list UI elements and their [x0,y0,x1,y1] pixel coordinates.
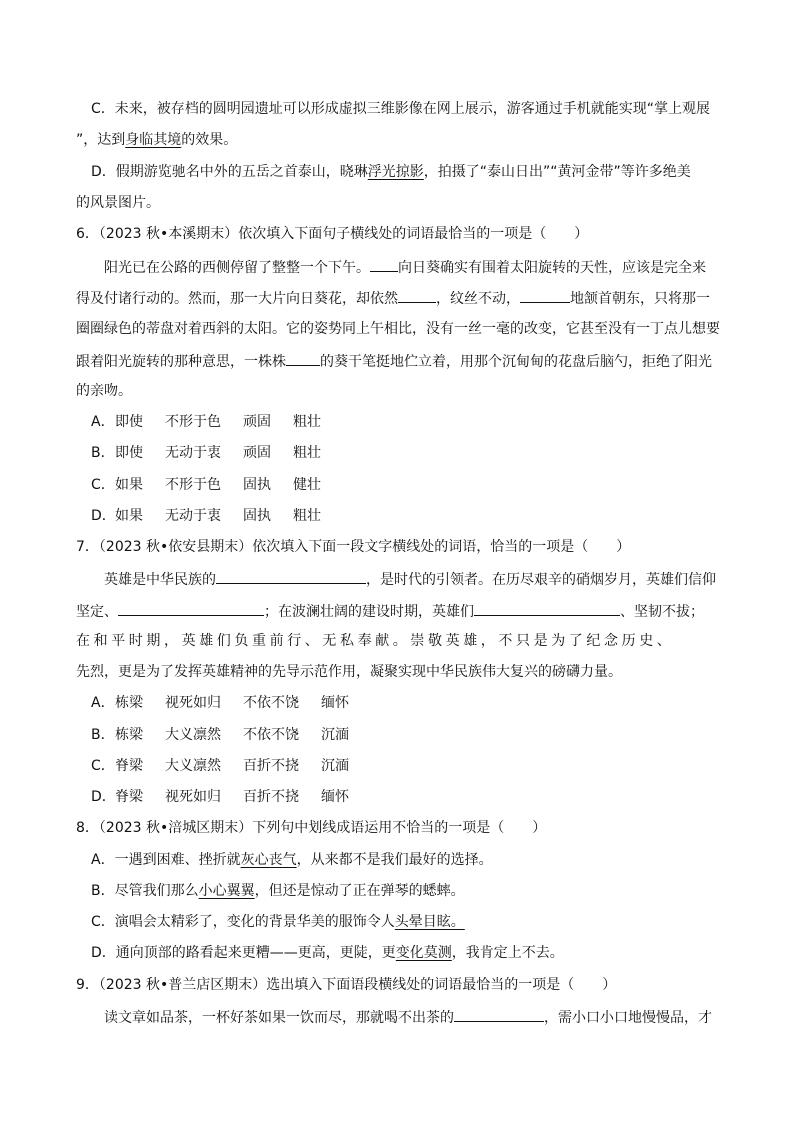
q7-option-b[interactable]: B． 栋梁 大义凛然 不依不饶 沉湎 [91,727,349,743]
q9-para-line1: 读文章如品茶，一杯好茶如果一饮而尽，那就喝不出茶的 ，需小口小口地慢慢品，才 [104,1007,712,1025]
underlined-idiom: 小心翼翼 [198,883,255,899]
q8-option-d[interactable]: D．通向顶部的路看起来更糟——更高，更陡，更变化莫测，我肯定上不去。 [91,945,564,961]
option-d-line1: D．假期游览驰名中外的五岳之首泰山，晓琳浮光掠影，拍摄了“泰山日出”“黄河金带”等许多绝美 [91,164,691,180]
answer-blank [286,351,320,366]
q6-option-a[interactable]: A． 即使 不形于色 顽固 粗壮 [91,414,321,430]
answer-blank [370,257,398,272]
q6-option-d[interactable]: D． 如果 无动于衷 固执 粗壮 [91,508,321,524]
q7-option-c[interactable]: C． 脊梁 大义凛然 百折不挠 沉湎 [91,758,349,774]
q6-para-line4: 跟着阳光旋转的那种意思，一株株 的葵干笔挺地伫立着，用那个沉甸甸的花盘后脑勺，拒绝了阳光 [76,351,712,369]
underlined-idiom: 灰心丧气 [240,852,297,868]
answer-blank [520,288,570,303]
question-7-stem: 7．（2023 秋•依安县期末）依次填入下面一段文字横线处的词语，恰当的一项是（ ） [76,539,631,555]
underlined-idiom: 变化莫测 [395,945,452,961]
underlined-idiom: 身临其境 [125,132,182,148]
q7-para-line3: 在和平时期，英雄们负重前行、无私奉献。崇敬英雄，不只是为了纪念历史、 [76,633,675,649]
q6-para-line1: 阳光已在公路的西侧停留了整整一个下午。 向日葵确实有围着太阳旋转的天性，应该是完全来 [104,257,706,275]
answer-blank [118,601,264,616]
q7-para-line4: 先烈，更是为了发挥英雄精神的先导示范作用，凝聚实现中华民族伟大复兴的磅礴力量。 [76,664,622,680]
underlined-idiom: 头晕目眩。 [394,914,465,930]
answer-blank [216,569,366,584]
q8-option-b[interactable]: B．尽管我们那么小心翼翼，但还是惊动了正在弹琴的蟋蟀。 [91,883,465,899]
answer-blank [454,1007,544,1022]
option-d-line2: 的风景图片。 [76,195,160,211]
q6-para-line5: 的亲吻。 [76,383,132,399]
option-c-line1: C．未来，被存档的圆明园遗址可以形成虚拟三维影像在网上展示，游客通过手机就能实现“掌上观展 [91,101,711,117]
q6-option-c[interactable]: C． 如果 不形于色 固执 健壮 [91,477,321,493]
q6-option-b[interactable]: B． 即使 无动于衷 顽固 粗壮 [91,445,321,461]
q6-para-line3: 圈圈绿色的蒂盘对着西斜的太阳。它的姿势同上午相比，没有一丝一毫的改变，它甚至没有一丁点儿想要 [76,321,720,337]
question-6-stem: 6．（2023 秋•本溪期末）依次填入下面句子横线处的词语最恰当的一项是（ ） [76,226,589,242]
q6-para-line2: 得及付诸行动的。然而，那一大片向日葵花，却依然 ，纹丝不动， 地颔首朝东，只将那一 [76,288,710,306]
question-8-stem: 8．（2023 秋•涪城区期末）下列句中划线成语运用不恰当的一项是（ ） [76,820,547,836]
q7-option-a[interactable]: A． 栋梁 视死如归 不依不饶 缅怀 [91,695,349,711]
q8-option-a[interactable]: A．一遇到困难、挫折就灰心丧气，从来都不是我们最好的选择。 [91,852,493,868]
answer-blank [474,601,620,616]
option-c-line2: ”，达到身临其境的效果。 [76,132,238,148]
q7-option-d[interactable]: D． 脊梁 视死如归 百折不挠 缅怀 [91,789,349,805]
q7-para-line2: 坚定、 ；在波澜壮阔的建设时期，英雄们 、坚韧不拔； [76,601,704,619]
answer-blank [398,288,436,303]
q8-option-c[interactable]: C．演唱会太精彩了，变化的背景华美的服饰令人头晕目眩。 [91,914,465,930]
underlined-idiom: 浮光掠影 [367,164,424,180]
q7-para-line1: 英雄是中华民族的 ，是时代的引领者。在历尽艰辛的硝烟岁月，英雄们信仰 [104,569,716,587]
question-9-stem: 9．（2023 秋•普兰店区期末）选出填入下面语段横线处的词语最恰当的一项是（ ） [76,977,617,993]
